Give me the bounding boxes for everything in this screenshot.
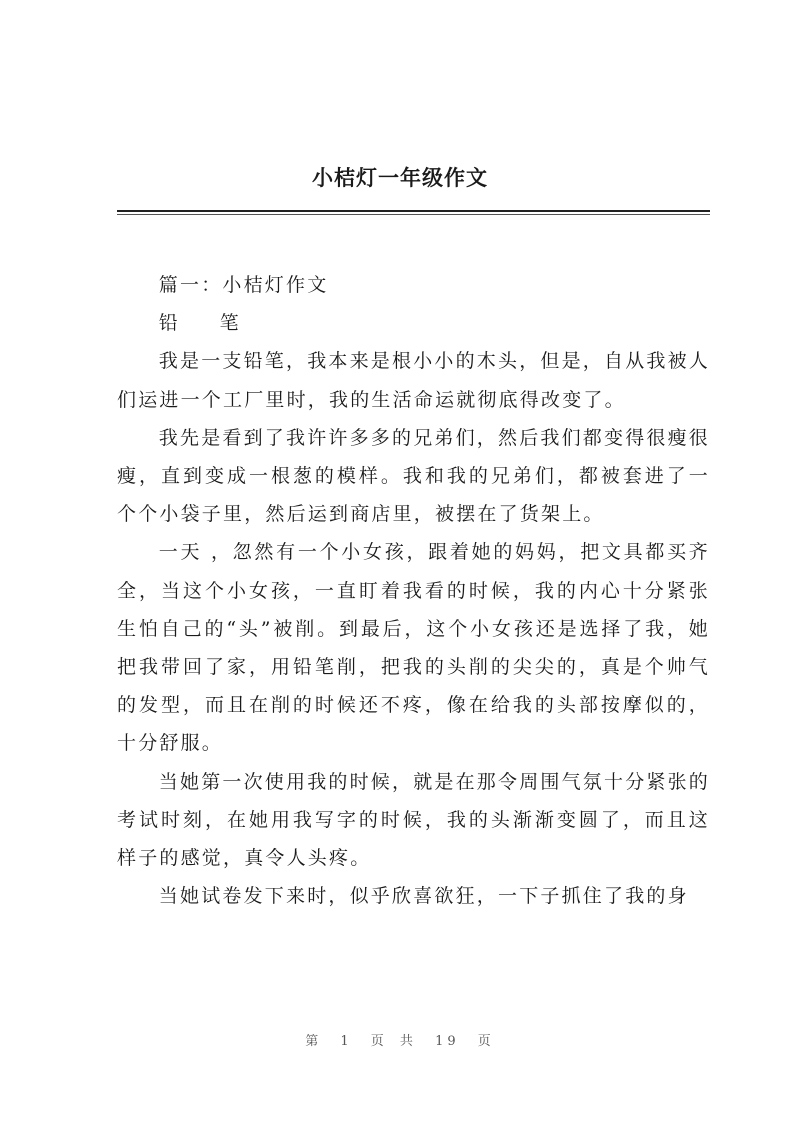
title-underline: [117, 210, 710, 212]
essay-title: [117, 304, 710, 342]
paragraph: 当她试卷发下来时，似乎欣喜欲狂，一下子抓住了我的身: [158, 885, 689, 908]
section-heading: 篇一：小桔灯作文: [158, 274, 329, 296]
footer-current-page: 1: [340, 1034, 353, 1049]
essay-title-text: 铅笔: [158, 312, 281, 335]
footer-label-pages: 页: [477, 1034, 495, 1049]
paragraph: 当她第一次使用我的时候，就是在那令周围气氛十分紧张的考试时刻，在她用我写字的时候，我的头渐渐变圆了，而且这样子的感觉，真令人头疼。: [117, 770, 710, 870]
footer-label-page: 第: [305, 1034, 323, 1049]
document-title: 小桔灯一年级作文: [312, 165, 488, 190]
document-body: [117, 266, 710, 915]
footer-total-pages: 19: [435, 1034, 460, 1049]
paragraph: 一天 ，忽然有一个小女孩，跟着她的妈妈，把文具都买齐全，当这个小女孩，一直盯着我看的时候，我的内心十分紧张生怕自己的“头”被削。到最后，这个小女孩还是选择了我，她把我带回了家，用铅笔削，把我的头削的尖尖的，真是个帅气的发型，而且在削的时候还不疼，像在给我的头部按摩似的，十分舒服。: [117, 541, 710, 755]
paragraph: 我是一支铅笔，我本来是根小小的木头，但是，自从我被人们运进一个工厂里时，我的生活命运就彻底得改变了。: [117, 350, 710, 411]
paragraph: 我先是看到了我许许多多的兄弟们，然后我们都变得很瘦很瘦，直到变成一根葱的模样。我和我的兄弟们，都被套进了一个个小袋子里，然后运到商店里，被摆在了货架上。: [117, 426, 710, 526]
footer-label-of: 页 共: [370, 1034, 417, 1049]
title-underline-thin: [117, 214, 710, 215]
page-footer: [0, 1030, 800, 1049]
